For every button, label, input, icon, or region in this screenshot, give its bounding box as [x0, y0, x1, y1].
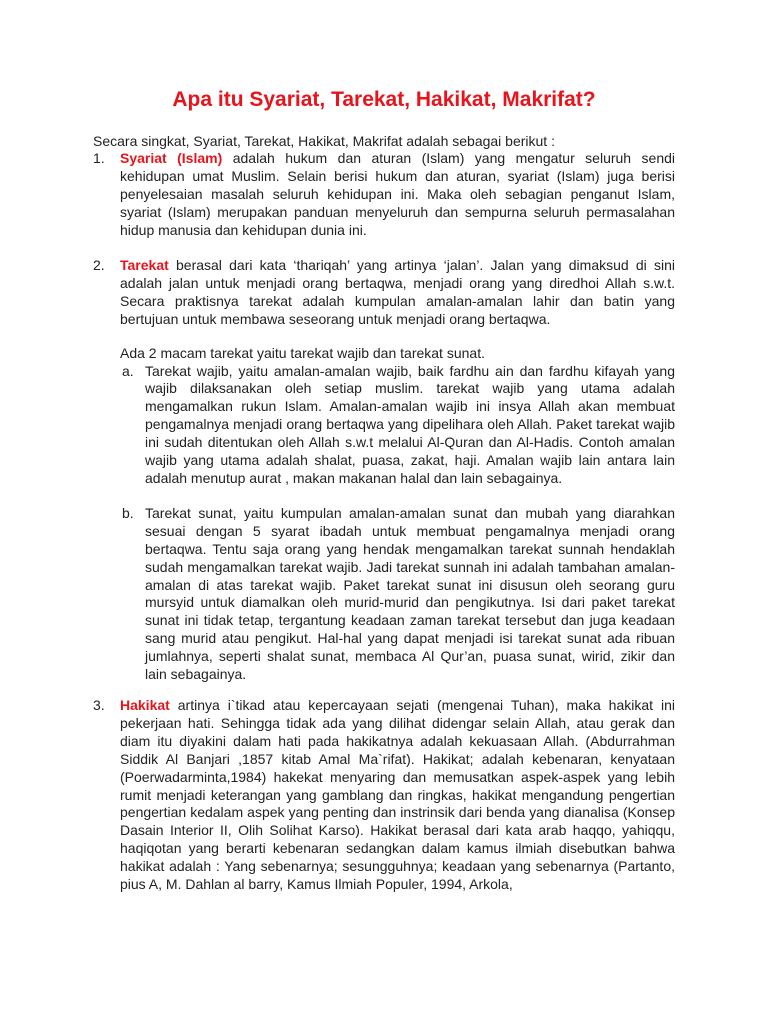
item-paragraph — [120, 697, 675, 894]
list-item-hakikat — [93, 697, 675, 894]
item-body — [120, 697, 675, 894]
item-paragraph — [120, 150, 675, 240]
sub-text: Tarekat sunat, yaitu kumpulan amalan-amalan sunat dan mubah yang diarahkan sesuai dengan 5 syarat ibadah untuk membuat pengamalnya menjadi orang bertaqwa. Tentu saja orang yang hendak mengamalkan tarekat sunnah hendaklah sudah mengamalkan tarekat wajib. Jadi tarekat sunnah ini adalah tambahan amalan-amalan di atas tarekat wajib. Paket tarekat sunat ini disusun oleh seorang guru mursyid untuk diamalkan oleh murid-murid dan pengikutnya. Isi dari paket tarekat sunat ini tidak tetap, tergantung keadaan zaman tarekat tersebut dan juga keadaan sang murid atau pengikut. Hal-hal yang dapat menjadi isi tarekat sunat ada ribuan jumlahnya, seperti shalat sunat, membaca Al Qur’an, puasa sunat, wirid, zikir dan lain sebagainya. — [145, 504, 675, 683]
item-body — [120, 257, 675, 684]
item-paragraph — [120, 257, 675, 329]
item-text: berasal dari kata ‘thariqah’ yang artinya ‘jalan’. Jalan yang dimaksud di sini adalah jalan untuk menjadi orang bertaqwa, menjadi orang yang diredhoi Allah s.w.t. Secara praktisnya tarekat adalah kumpulan amalan-amalan lahir dan batin yang bertujuan untuk membawa seseorang untuk menjadi orang bertaqwa. — [120, 257, 675, 327]
tarekat-sublist — [120, 363, 675, 684]
sub-letter: a. — [122, 362, 134, 379]
item-body — [120, 150, 675, 240]
item-number: 2. — [93, 257, 105, 273]
sub-intro-text: Ada 2 macam tarekat yaitu tarekat wajib dan tarekat sunat. — [120, 344, 485, 361]
intro-text: Secara singkat, Syariat, Tarekat, Hakikat, Makrifat adalah sebagai berikut : — [93, 133, 555, 149]
term-syariat: Syariat (Islam) — [120, 150, 223, 166]
item-number: 1. — [93, 150, 105, 166]
item-text: adalah hukum dan aturan (Islam) yang mengatur seluruh sendi kehidupan umat Muslim. Selain berisi hukum dan aturan, syariat (Islam) juga berisi penyelesaian masalah seluruh kehidupan ini. Maka oleh sebagian penganut Islam, syariat (Islam) merupakan panduan menyeluruh dan sempurna seluruh permasalahan hidup manusia dan kehidupan dunia ini. — [120, 150, 676, 238]
list-item-syariat — [93, 150, 675, 240]
sub-letter: b. — [122, 504, 134, 521]
list-item-tarekat — [93, 257, 675, 684]
sub-text: Tarekat wajib, yaitu amalan-amalan wajib, baik fardhu ain dan fardhu kifayah yang wajib dilaksanakan oleh setiap muslim. tarekat wajib yang utama adalah mengamalkan rukun Islam. Amalan-amalan wajib ini insya Allah akan membuat pengamalnya menjadi orang bertaqwa yang dipelihara oleh Allah. Paket tarekat wajib ini sudah ditentukan oleh Allah s.w.t melalui Al-Quran dan Al-Hadis. Contoh amalan wajib yang utama adalah shalat, puasa, zakat, haji. Amalan wajib lain antara lain adalah menutup aurat , makan makanan halal dan lain sebagainya. — [145, 362, 675, 486]
item-number: 3. — [93, 697, 105, 713]
sublist-item-wajib — [120, 363, 675, 488]
page-title: Apa itu Syariat, Tarekat, Hakikat, Makrifat? — [172, 88, 596, 111]
sublist-item-sunat — [120, 505, 675, 684]
term-tarekat: Tarekat — [120, 257, 169, 273]
term-hakikat: Hakikat — [120, 697, 170, 713]
item-text: artinya i`tikad atau kepercayaan sejati (mengenai Tuhan), maka hakikat ini pekerjaan hati. Sehingga tidak ada yang dilihat didengar selain Allah, atau gerak dan diam itu diyakini dalam hati pada hakikatnya adalah kekuasaan Allah. (Abdurrahman Siddik Al Banjari ,1857 kitab Amal Ma`rifat). Hakikat; adalah kebenaran, kenyataan (Poerwadarminta,1984) hakekat menyaring dan memusatkan aspek-aspek yang lebih rumit menjadi keterangan yang gamblang dan ringkas, hakikat mengandung pengertian pengertian kedalam aspek yang penting dan instrinsik dari benda yang dianalisa (Konsep Dasain Interior II, Olih Solihat Karso). Hakikat berasal dari kata arab haqqo, yahiqqu, haqiqotan yang berarti kebenaran sedangkan dalam kamus ilmiah disebutkan bahwa hakikat adalah : Yang sebenarnya; sesungguhnya; keadaan yang sebenarnya (Partanto, pius A, M. Dahlan al barry, Kamus Ilmiah Populer, 1994, Arkola, — [120, 697, 675, 893]
